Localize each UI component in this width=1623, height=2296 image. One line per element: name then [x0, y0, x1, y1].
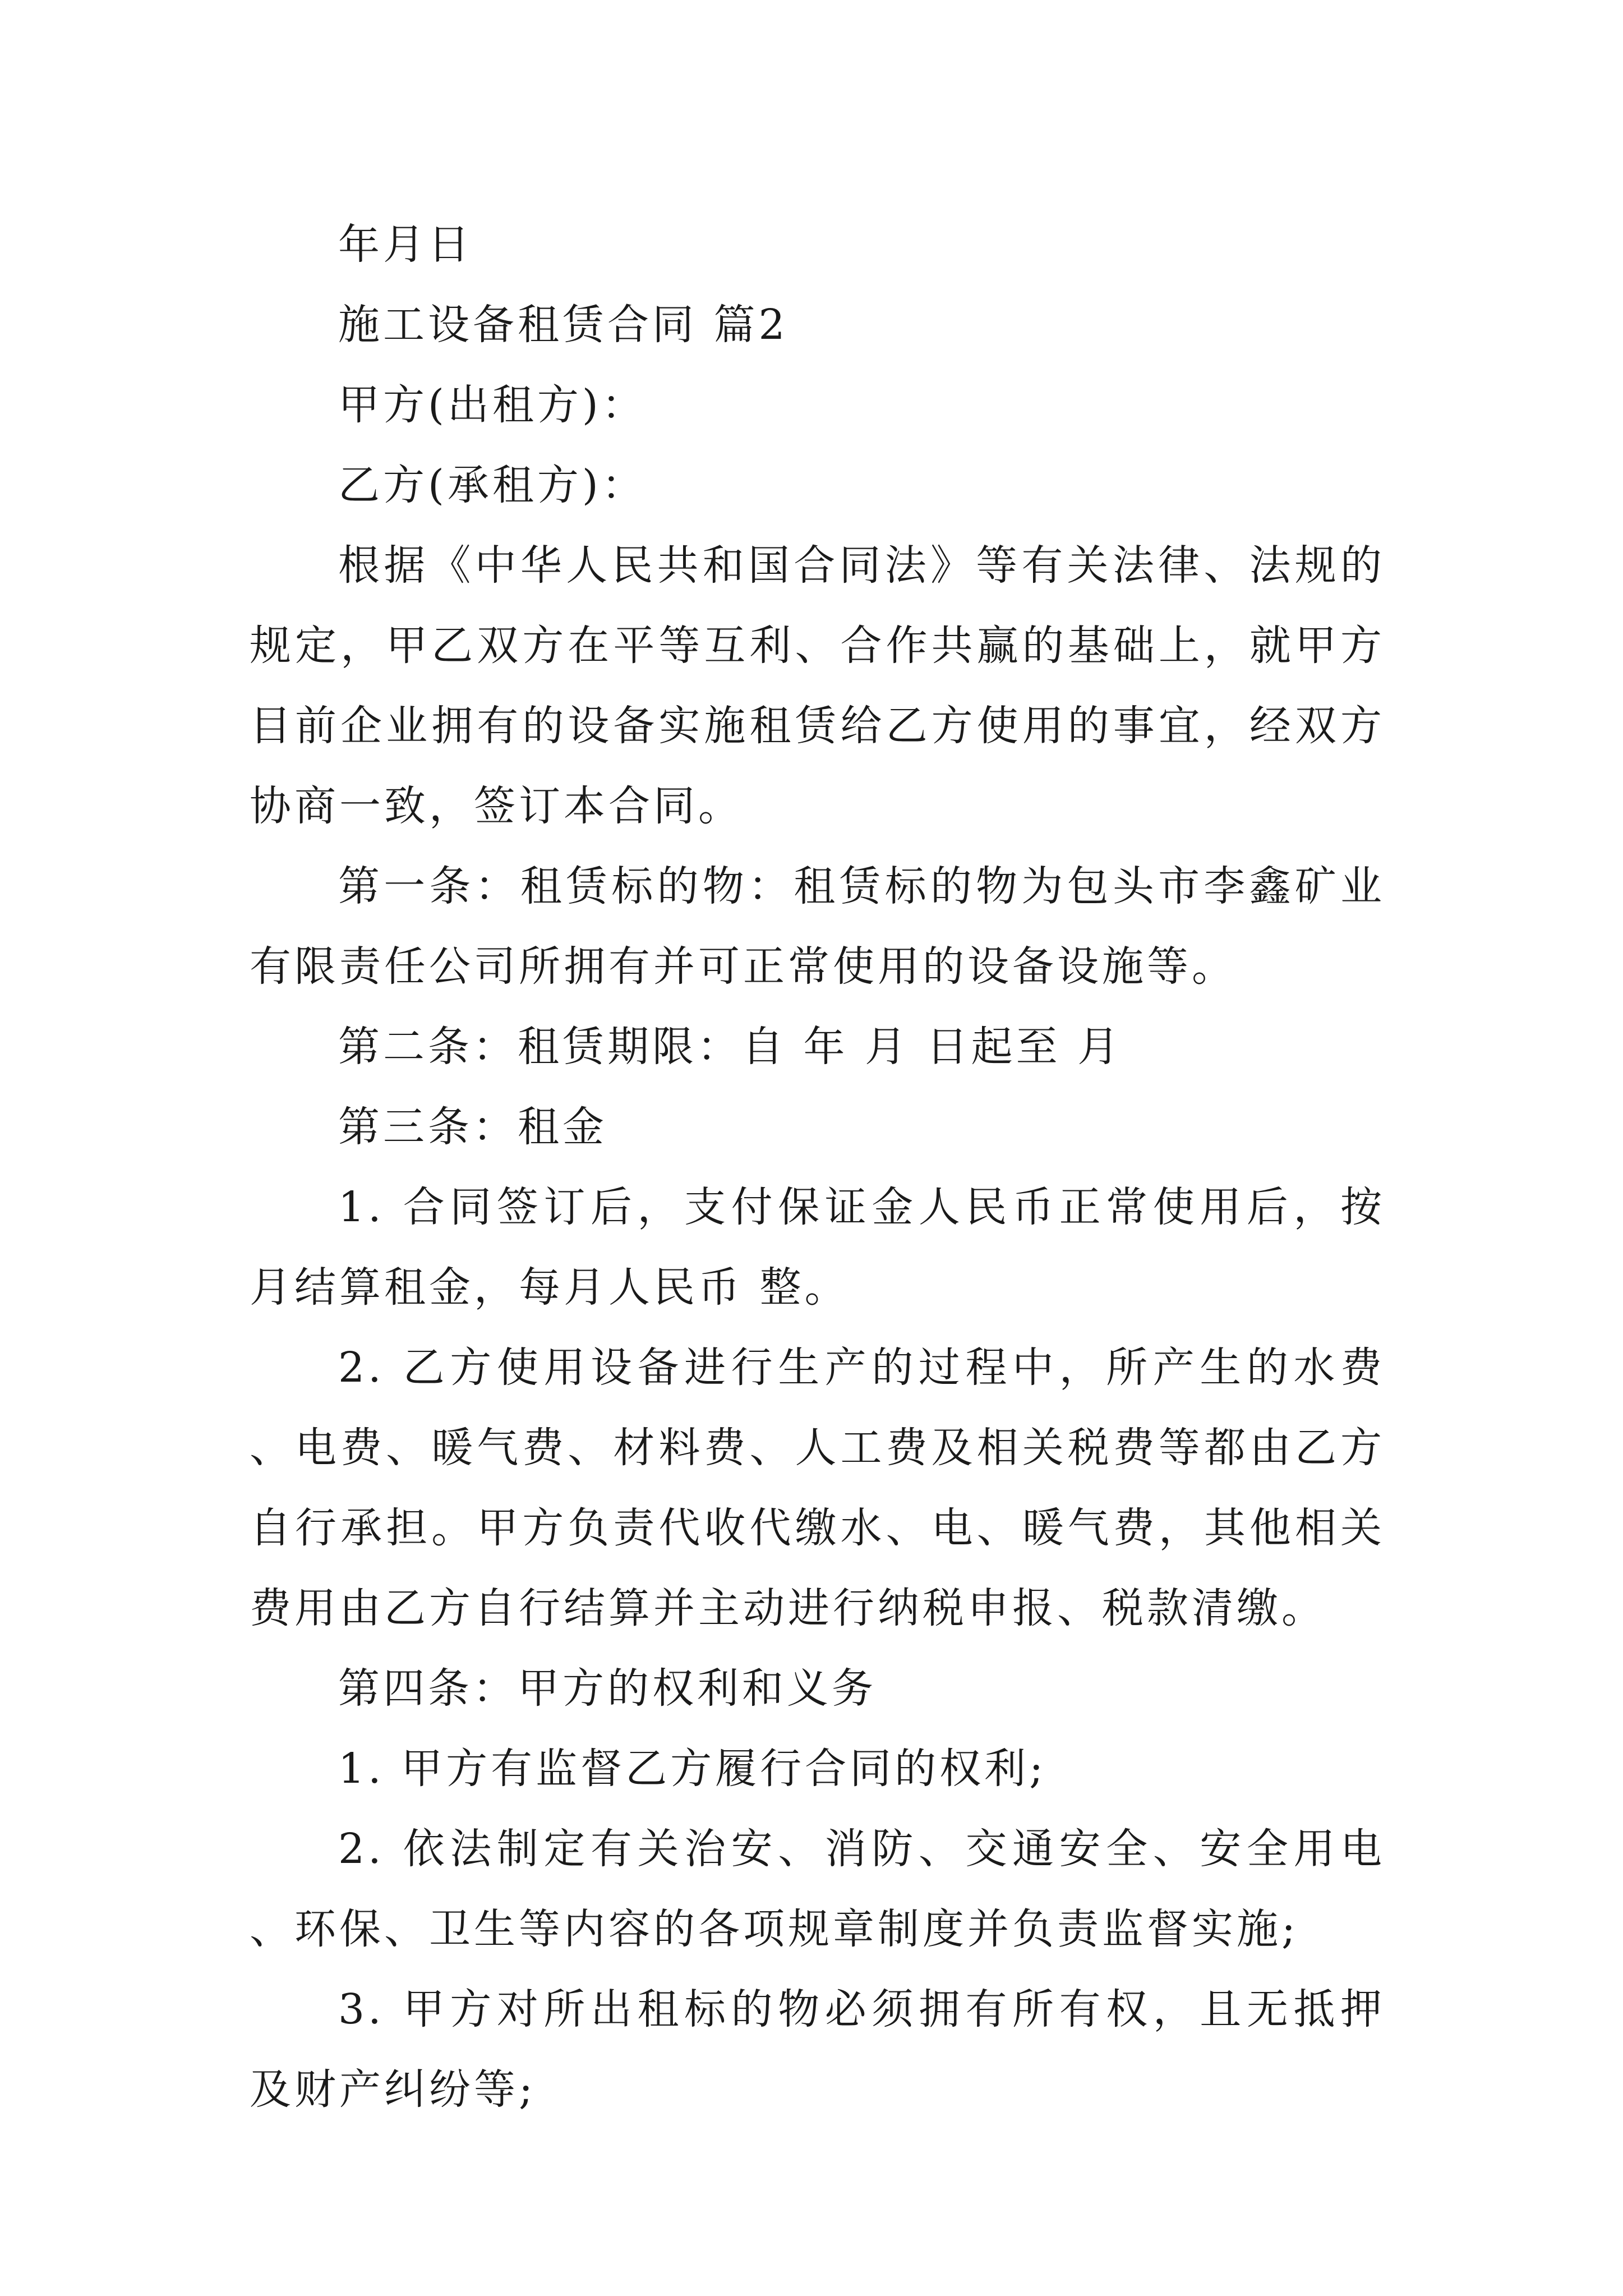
article-4-item-3: 3. 甲方对所出租标的物必须拥有所有权，且无抵押及财产纠纷等; — [250, 1985, 1385, 2114]
section-heading: 施工设备租赁合同 篇2 — [338, 301, 789, 349]
article-4-item-2: 2. 依法制定有关治安、消防、交通安全、安全用电、环保、卫生等内容的各项规章制度并负责监督实施; — [250, 1825, 1385, 1953]
article-4-heading: 第四条：甲方的权利和义务 — [338, 1664, 877, 1713]
article-1-paragraph: 第一条：租赁标的物：租赁标的物为包头市李鑫矿业有限责任公司所拥有并可正常使用的设备设施等。 — [250, 862, 1385, 991]
article-3-item-2: 2. 乙方使用设备进行生产的过程中，所产生的水费、电费、暖气费、材料费、人工费及相关税费等都由乙方自行承担。甲方负责代收代缴水、电、暖气费，其他相关费用由乙方自行结算并主动进行纳税申报、税款清缴。 — [250, 1343, 1385, 1632]
preamble-paragraph: 根据《中华人民共和国合同法》等有关法律、法规的规定，甲乙双方在平等互利、合作共赢的基础上，就甲方目前企业拥有的设备实施租赁给乙方使用的事宜，经双方协商一致，签订本合同。 — [250, 541, 1385, 830]
date-line: 年月日 — [338, 220, 473, 269]
article-3-item-1: 1. 合同签订后，支付保证金人民币正常使用后，按月结算租金，每月人民币 整。 — [250, 1183, 1385, 1312]
article-4-item-1: 1. 甲方有监督乙方履行合同的权利; — [338, 1745, 1047, 1793]
article-2-paragraph: 第二条：租赁期限：自 年 月 日起至 月 — [338, 1023, 1123, 1071]
party-a-line: 甲方(出租方)： — [338, 381, 647, 429]
party-b-line: 乙方(承租方)： — [338, 461, 647, 509]
article-3-heading: 第三条：租金 — [338, 1103, 607, 1151]
document-body — [250, 205, 1385, 2130]
